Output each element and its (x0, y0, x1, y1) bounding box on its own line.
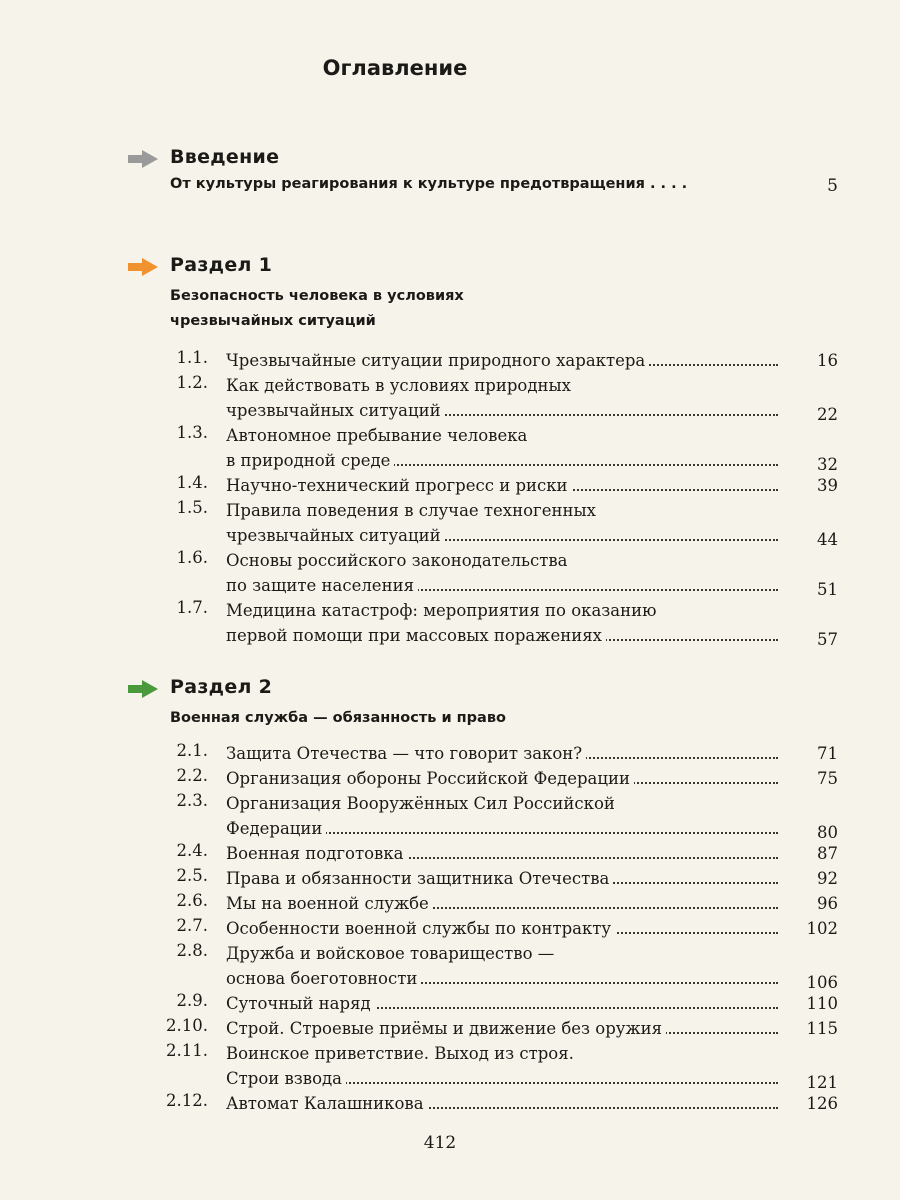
section-heading: Раздел 1 (170, 254, 273, 276)
entry-title-line: Организация обороны Российской Федерации (226, 766, 778, 791)
entry-number: 1.7. (176, 598, 208, 617)
entry-title-line: Федерации (226, 816, 778, 841)
intro-heading: Введение (170, 146, 280, 168)
toc-entry[interactable] (128, 348, 838, 373)
entry-number: 1.6. (176, 548, 208, 567)
entry-title-line: Правила поведения в случае техногенных (226, 498, 778, 523)
entry-title-line: по защите населения (226, 573, 778, 598)
intro-entry[interactable] (170, 176, 838, 202)
toc-entry[interactable] (128, 791, 838, 841)
toc-entry[interactable] (128, 1041, 838, 1091)
entry-title-line: Строи взвода (226, 1066, 778, 1091)
toc-entry[interactable] (128, 598, 838, 648)
entry-title-line: Военная подготовка (226, 841, 778, 866)
arrow-right-icon (128, 680, 158, 698)
toc-entry[interactable] (128, 841, 838, 866)
toc-entry[interactable] (128, 498, 838, 548)
intro-entry-title: От культуры реагирования к культуре предотвращения . . . . (170, 176, 688, 192)
entry-number: 1.4. (176, 473, 208, 492)
page-ref: 39 (817, 476, 838, 495)
entry-title-line: чрезвычайных ситуаций (226, 523, 778, 548)
page-ref: 92 (817, 869, 838, 888)
entry-number: 1.2. (176, 373, 208, 392)
entry-number: 1.3. (176, 423, 208, 442)
toc-entry[interactable] (128, 866, 838, 891)
arrow-right-icon (128, 150, 158, 168)
entry-list (128, 348, 838, 648)
page-ref: 121 (806, 1073, 838, 1092)
entry-title-line: Дружба и войсковое товарищество — (226, 941, 778, 966)
toc-entry[interactable] (128, 766, 838, 791)
entry-title-line: Как действовать в условиях природных (226, 373, 778, 398)
page-ref: 96 (817, 894, 838, 913)
entry-number: 1.1. (176, 348, 208, 367)
entry-list (128, 741, 838, 1116)
toc-entry[interactable] (128, 991, 838, 1016)
entry-title-line: в природной среде (226, 448, 778, 473)
entry-number: 2.11. (166, 1041, 208, 1060)
entry-title-line: Особенности военной службы по контракту (226, 916, 778, 941)
section-subtitle: Военная служба — обязанность и право (170, 710, 506, 726)
entry-number: 2.9. (176, 991, 208, 1010)
entry-title-line: первой помощи при массовых поражениях (226, 623, 778, 648)
page-ref: 102 (806, 919, 838, 938)
entry-title-line: Автомат Калашникова (226, 1091, 778, 1116)
entry-title-line: Автономное пребывание человека (226, 423, 778, 448)
section-heading: Раздел 2 (170, 676, 273, 698)
toc-section-2 (128, 676, 838, 1116)
page-ref: 5 (827, 176, 838, 196)
entry-title-line: Основы российского законодательства (226, 548, 778, 573)
entry-title-line: Воинское приветствие. Выход из строя. (226, 1041, 778, 1066)
toc-entry[interactable] (128, 373, 838, 423)
entry-title-line: основа боеготовности (226, 966, 778, 991)
page-ref: 51 (817, 580, 838, 599)
entry-number: 2.1. (176, 741, 208, 760)
toc-entry[interactable] (128, 1091, 838, 1116)
entry-title-line: чрезвычайных ситуаций (226, 398, 778, 423)
entry-number: 2.4. (176, 841, 208, 860)
toc-entry[interactable] (128, 548, 838, 598)
entry-number: 2.10. (166, 1016, 208, 1035)
section-subtitle: Безопасность человека в условиях чрезвычайных ситуаций (170, 288, 464, 329)
entry-title-line: Медицина катастроф: мероприятия по оказанию (226, 598, 778, 623)
page-title: Оглавление (322, 56, 468, 80)
page-ref: 75 (817, 769, 838, 788)
toc-section-1 (128, 254, 838, 648)
entry-title-line: Защита Отечества — что говорит закон? (226, 741, 778, 766)
entry-title-line: Организация Вооружённых Сил Российской (226, 791, 778, 816)
page-number: 412 (423, 1133, 457, 1153)
toc-entry[interactable] (128, 941, 838, 991)
toc-entry[interactable] (128, 916, 838, 941)
page-ref: 106 (806, 973, 838, 992)
page-ref: 126 (806, 1094, 838, 1113)
page-ref: 80 (817, 823, 838, 842)
entry-title-line: Права и обязанности защитника Отечества (226, 866, 778, 891)
page-ref: 110 (806, 994, 838, 1013)
toc-entry[interactable] (128, 891, 838, 916)
entry-number: 2.3. (176, 791, 208, 810)
entry-number: 2.8. (176, 941, 208, 960)
entry-title-line: Мы на военной службе (226, 891, 778, 916)
page-ref: 44 (817, 530, 838, 549)
entry-title-line: Суточный наряд (226, 991, 778, 1016)
page-ref: 57 (817, 630, 838, 649)
page-ref: 87 (817, 844, 838, 863)
entry-title-line: Научно-технический прогресс и риски (226, 473, 778, 498)
entry-number: 1.5. (176, 498, 208, 517)
toc-entry[interactable] (128, 1016, 838, 1041)
page-ref: 71 (817, 744, 838, 763)
arrow-right-icon (128, 258, 158, 276)
entry-title-line: Чрезвычайные ситуации природного характера (226, 348, 778, 373)
entry-number: 2.12. (166, 1091, 208, 1110)
toc-entry[interactable] (128, 473, 838, 498)
toc-entry[interactable] (128, 423, 838, 473)
entry-number: 2.7. (176, 916, 208, 935)
entry-number: 2.2. (176, 766, 208, 785)
entry-title-line: Строй. Строевые приёмы и движение без оружия (226, 1016, 778, 1041)
toc-entry[interactable] (128, 741, 838, 766)
page-ref: 32 (817, 455, 838, 474)
page-ref: 115 (806, 1019, 838, 1038)
page-ref: 16 (817, 351, 838, 370)
entry-number: 2.5. (176, 866, 208, 885)
toc-intro (128, 146, 838, 202)
entry-number: 2.6. (176, 891, 208, 910)
page-ref: 22 (817, 405, 838, 424)
